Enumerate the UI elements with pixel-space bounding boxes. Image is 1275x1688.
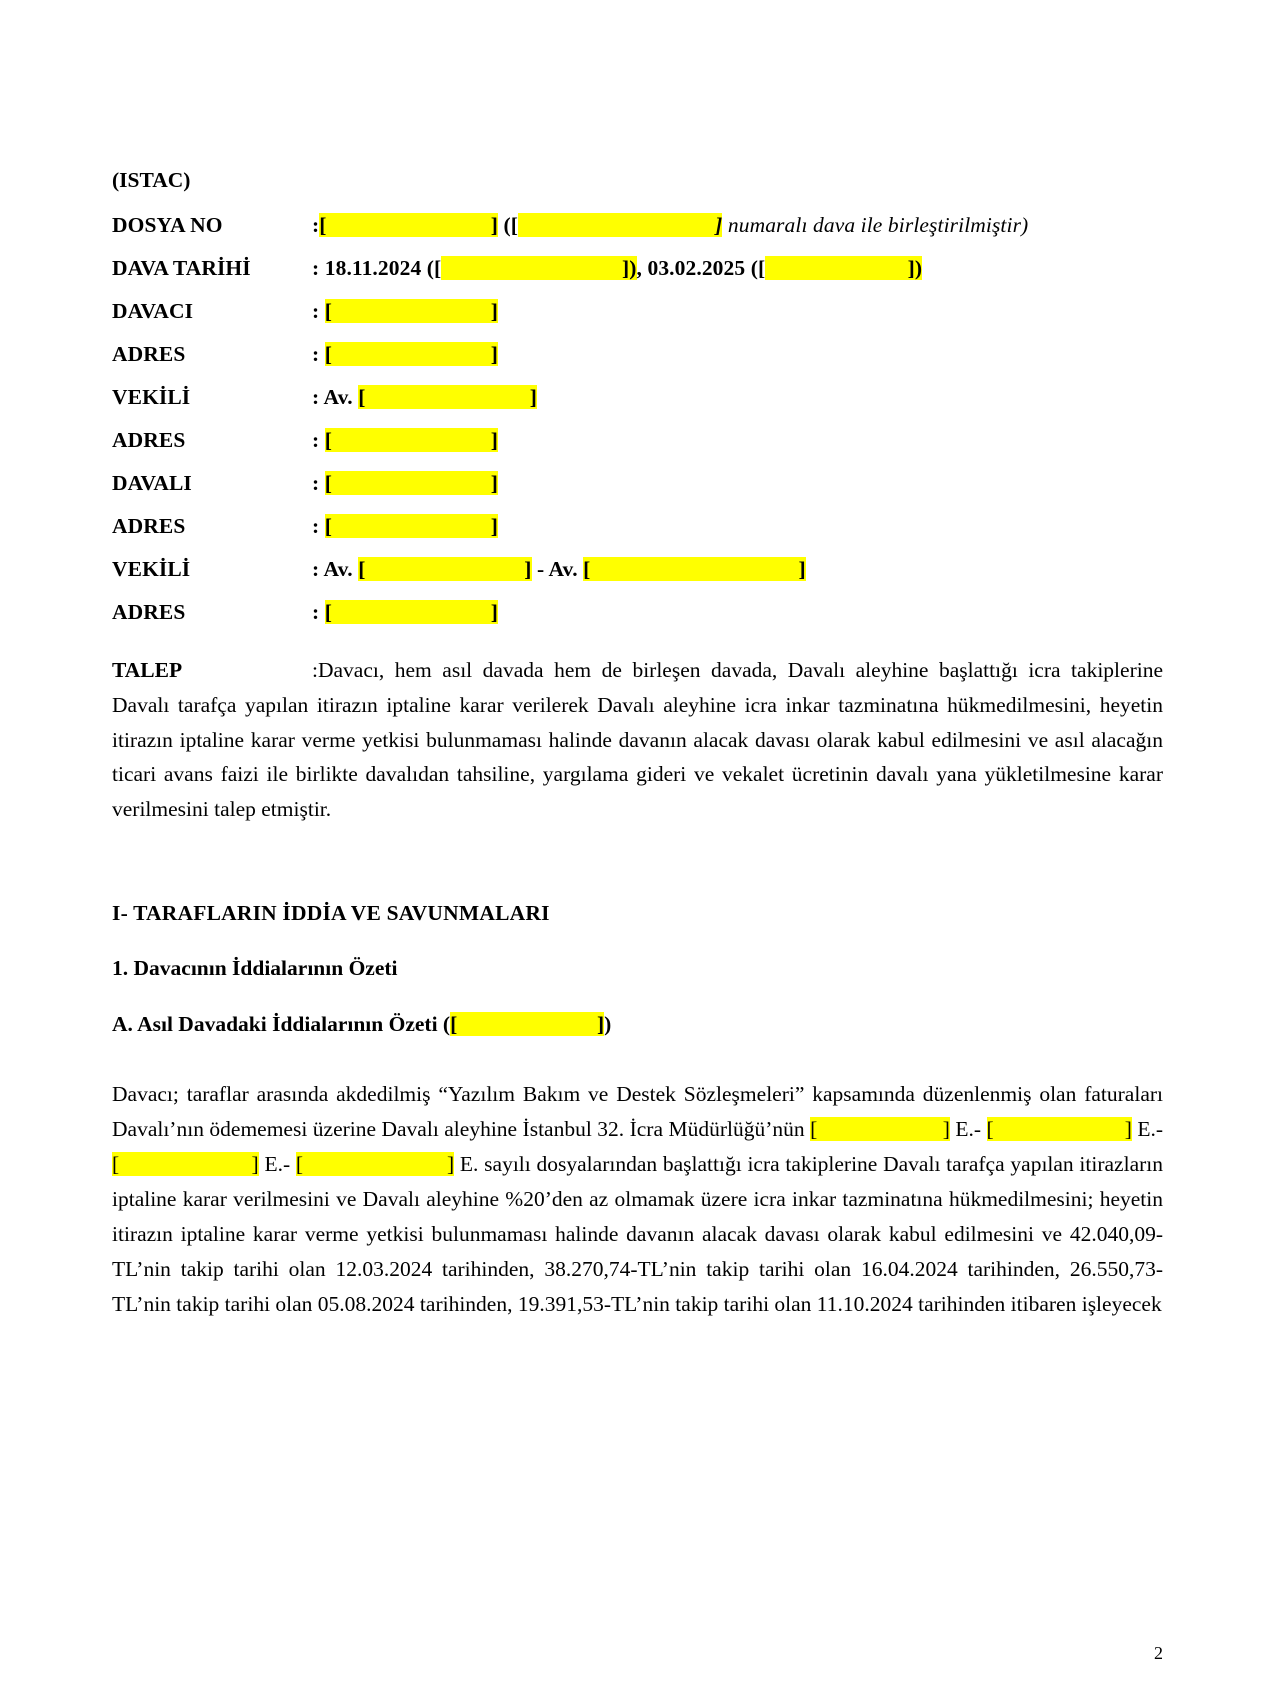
spacer [319, 428, 324, 452]
file-separator-1: E.- [949, 1117, 987, 1142]
redaction-field: [ ] [324, 299, 499, 323]
colon: : [312, 658, 318, 682]
caption-row-vekili-davali [112, 557, 1163, 582]
body-text-part-2: E. sayılı dosyalarından başlattığı icra takiplerine Davalı tarafça yapılan itirazların iptaline karar verilmesini ve Davalı aleyhine %20’den az olmamak üzere icra inkar tazminatına hükmedilmesini; heyetin itirazın iptaline karar verme yetkisi bulunmaması halinde davanın alacak davası olarak kabul edilmesini ve 42.040,09-TL’nin takip tarihi olan 12.03.2024 tarihinden, 38.270,74-TL’nin takip tarihi olan 16.04.2024 tarihinden, 26.550,73-TL’nin takip tarihi olan 05.08.2024 tarihinden, 19.391,53-TL’nin takip tarihi olan 11.10.2024 tarihinden itibaren işleyecek [112, 1152, 1163, 1317]
case-date-first: 18.11.2024 ([ [319, 256, 442, 280]
caption-mid-text: ([ [498, 213, 519, 237]
colon: : [312, 557, 320, 581]
spacer [319, 514, 324, 538]
caption-label-adres: ADRES [112, 600, 186, 624]
colon: : [312, 428, 320, 452]
caption-value-adres [312, 600, 498, 625]
caption-value-dosya-no [312, 213, 1028, 238]
caption-row-davaci [112, 299, 1163, 324]
redaction-field: [ ] [324, 428, 499, 452]
subsection-heading-asil-davadaki-iddialar [112, 1012, 1163, 1037]
talep-label: TALEP [112, 658, 183, 682]
redaction-field-file-no-4: [ ] [295, 1152, 455, 1177]
caption-value-vekili [312, 557, 806, 582]
spacer [319, 342, 324, 366]
caption-tail-text: numaralı dava ile birleştirilmiştir) [722, 213, 1029, 237]
case-date-second: , 03.02.2025 ([ [636, 256, 766, 280]
colon: : [312, 471, 320, 495]
file-separator-3: E.- [258, 1152, 296, 1177]
talep-text: Davacı, hem asıl davada hem de birleşen davada, Davalı aleyhine başlattığı icra takiplerine Davalı tarafça yapılan itirazın iptaline karar verilerek Davalı aleyhine icra inkar tazminatına hükmedilmesini, heyetin itirazın iptaline karar verme yetkisi bulunmaması halinde davanın alacak davası olarak kabul edilmesini ve asıl alacağın ticari avans faizi ile birlikte davalıdan tahsiline, yargılama gideri ve vekalet ücretinin davalı yana yükletilmesine karar verilmesini talep etmiştir. [112, 658, 1163, 822]
redaction-field: [ ] [324, 514, 499, 538]
redaction-field: [ ] [358, 385, 537, 409]
caption-value-adres [312, 428, 498, 453]
redaction-field: ]) [441, 256, 637, 280]
redaction-field: [ ] [583, 557, 806, 581]
redaction-field-file-no-3: [ ] [112, 1152, 259, 1177]
redaction-field: [ ] [358, 557, 532, 581]
redaction-field: [ ] [319, 213, 499, 237]
section-heading-taraflarin-iddia: I- TARAFLARIN İDDİA VE SAVUNMALARI [112, 901, 550, 926]
caption-row-dava-tarihi [112, 256, 1163, 281]
caption-label-davaci: DAVACI [112, 299, 194, 323]
page-number: 2 [1154, 1643, 1163, 1663]
redaction-field-file-no-2: [ ] [986, 1117, 1132, 1142]
attorney-prefix: Av. [319, 557, 359, 581]
colon: : [312, 299, 320, 323]
body-text-part-1: Davacı; taraflar arasında akdedilmiş “Yazılım Bakım ve Destek Sözleşmeleri” kapsamında düzenlenmiş olan faturaları Davalı’nın ödememesi üzerine Davalı aleyhine İstanbul 32. İcra Müdürlüğü’nün [112, 1082, 1163, 1142]
caption-label-dosya-no: DOSYA NO [112, 213, 223, 237]
spacer [319, 600, 324, 624]
colon: : [312, 514, 320, 538]
caption-row-adres-davaci [112, 342, 1163, 367]
subsection-suffix: ) [604, 1012, 612, 1037]
redaction-field: ]) [765, 256, 923, 280]
redaction-field: ] [518, 213, 723, 237]
caption-label-adres: ADRES [112, 342, 186, 366]
colon: : [312, 256, 320, 280]
caption-label-vekili: VEKİLİ [112, 557, 191, 581]
caption-label-vekili: VEKİLİ [112, 385, 191, 409]
talep-paragraph [112, 653, 1163, 827]
colon: : [312, 600, 320, 624]
subsection-heading-davacinin-iddialari: 1. Davacının İddialarının Özeti [112, 956, 398, 981]
caption-value-vekili [312, 385, 537, 410]
attorney-prefix: Av. [319, 385, 359, 409]
colon: : [312, 385, 320, 409]
caption-value-dava-tarihi [312, 256, 922, 281]
caption-label-adres: ADRES [112, 428, 186, 452]
file-separator-2: E.- [1131, 1117, 1164, 1142]
redaction-field: [ ] [324, 600, 499, 624]
caption-row-davali [112, 471, 1163, 496]
colon: : [312, 213, 320, 237]
spacer [319, 299, 324, 323]
caption-value-davaci [312, 299, 498, 324]
caption-value-davali [312, 471, 498, 496]
colon: : [312, 342, 320, 366]
subsection-prefix: A. Asıl Davadaki İddialarının Özeti ( [112, 1012, 451, 1037]
caption-row-adres-vekili-davaci [112, 428, 1163, 453]
caption-label-adres: ADRES [112, 514, 186, 538]
redaction-field: [ ] [324, 471, 499, 495]
spacer [319, 471, 324, 495]
redaction-field-file-no-1: [ ] [810, 1117, 950, 1142]
redaction-field: [ ] [450, 1012, 605, 1037]
caption-label-davali: DAVALI [112, 471, 192, 495]
caption-row-vekili-davaci [112, 385, 1163, 410]
attorney-separator: - Av. [531, 557, 584, 581]
document-header-istac: (ISTAC) [112, 168, 191, 192]
caption-label-dava-tarihi: DAVA TARİHİ [112, 256, 251, 280]
body-paragraph-iddialar [112, 1077, 1163, 1322]
caption-value-adres [312, 342, 498, 367]
caption-value-adres [312, 514, 498, 539]
caption-row-adres-davali [112, 514, 1163, 539]
redaction-field: [ ] [324, 342, 499, 366]
caption-row-dosya-no [112, 213, 1163, 238]
caption-row-adres-vekili-davali [112, 600, 1163, 625]
